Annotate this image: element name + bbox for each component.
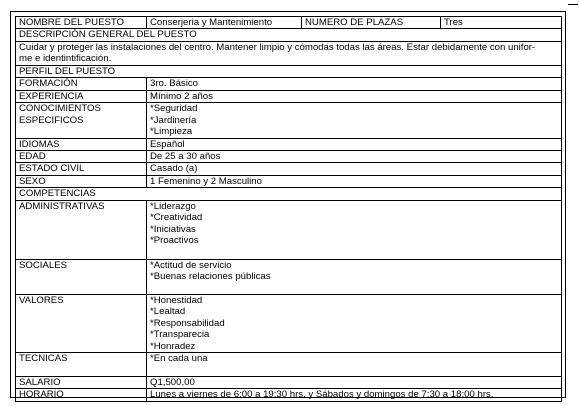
label-sexo: SEXO (16, 175, 147, 187)
descripcion-line-1: Cuidar y proteger las instalaciones del centro. Mantener limpio y cómodas todas las áreas. Estar debidamente con unifor- (19, 41, 536, 53)
label-administrativas: ADMINISTRATIVAS (16, 200, 147, 259)
value-sociales (147, 259, 562, 294)
list-item: *Liderazgo (150, 200, 196, 212)
label-conocimientos-2: ESPECIFICOS (19, 114, 84, 126)
label-salario: SALARIO (16, 377, 147, 389)
value-tecnicas (147, 353, 562, 377)
row-sexo (16, 175, 562, 187)
value-idiomas: Español (147, 138, 562, 150)
label-edad: EDAD (16, 150, 147, 162)
value-administrativas (147, 200, 562, 259)
list-item: *En cada una (150, 353, 208, 365)
label-horario: HORARIO (16, 389, 147, 401)
row-descripcion-text (16, 41, 562, 65)
job-profile-table (15, 16, 562, 402)
row-sociales (16, 259, 562, 294)
value-numero-plazas: Tres (441, 17, 562, 29)
label-nombre-puesto: NOMBRE DEL PUESTO (16, 17, 147, 29)
section-descripcion: DESCRIPCIÓN GENERAL DEL PUESTO (16, 29, 562, 41)
row-tecnicas (16, 353, 562, 377)
list-item: *Limpieza (150, 126, 193, 138)
value-edad: De 25 a 30 años (147, 150, 562, 162)
row-nombre-puesto (16, 17, 562, 29)
value-experiencia: Mínimo 2 años (147, 90, 562, 102)
row-idiomas (16, 138, 562, 150)
list-item: *Responsabilidad (150, 317, 225, 329)
value-salario: Q1,500.00 (147, 377, 562, 389)
row-experiencia (16, 90, 562, 102)
section-competencias: COMPETENCIAS (16, 188, 562, 200)
list-item: *Proactivos (150, 235, 199, 247)
label-sociales: SOCIALES (16, 259, 147, 294)
label-conocimientos (16, 103, 147, 139)
row-conocimientos (16, 103, 562, 139)
descripcion-text (16, 41, 562, 65)
label-experiencia: EXPERIENCIA (16, 90, 147, 102)
list-item: *Honradez (150, 340, 196, 352)
descripcion-line-2: me e identintificación. (19, 53, 112, 65)
list-item: *Transparecia (150, 329, 210, 341)
list-item: *Iniciativas (150, 223, 196, 235)
row-administrativas (16, 200, 562, 259)
label-numero-plazas: NUMERO DE PLAZAS (302, 17, 441, 29)
row-estado-civil (16, 163, 562, 175)
value-conocimientos (147, 103, 562, 139)
label-estado-civil: ESTADO CIVIL (16, 163, 147, 175)
row-competencias-header (16, 188, 562, 200)
section-perfil: PERFIL DEL PUESTO (16, 65, 562, 77)
row-salario (16, 377, 562, 389)
list-item: *Lealtad (150, 306, 186, 318)
list-item: *Jardinería (150, 114, 197, 126)
corner-rule (568, 4, 578, 5)
list-item: *Actitud de servicio (150, 259, 232, 271)
list-item: *Seguridad (150, 103, 198, 115)
list-item: *Buenas relaciones públicas (150, 271, 271, 283)
value-sexo: 1 Femenino y 2 Masculino (147, 175, 562, 187)
value-nombre-puesto: Conserjeria y Mantenimiento (147, 17, 302, 29)
value-estado-civil: Casado (a) (147, 163, 562, 175)
label-conocimientos-1: CONOCIMIENTOS (19, 103, 101, 115)
value-valores (147, 294, 562, 353)
list-item: *Honestidad (150, 294, 203, 306)
label-valores: VALORES (16, 294, 147, 353)
label-tecnicas: TECNICAS (16, 353, 147, 377)
row-formacion (16, 78, 562, 90)
label-idiomas: IDIOMAS (16, 138, 147, 150)
row-edad (16, 150, 562, 162)
value-horario: Lunes a viernes de 6:00 a 19:30 hrs. y Sábados y domingos de 7:30 a 18:00 hrs. (147, 389, 562, 401)
row-valores (16, 294, 562, 353)
list-item: *Creatividad (150, 212, 203, 224)
row-perfil-header (16, 65, 562, 77)
row-horario (16, 389, 562, 401)
value-formacion: 3ro. Básico (147, 78, 562, 90)
row-descripcion-header (16, 29, 562, 41)
label-formacion: FORMACIÓN (16, 78, 147, 90)
